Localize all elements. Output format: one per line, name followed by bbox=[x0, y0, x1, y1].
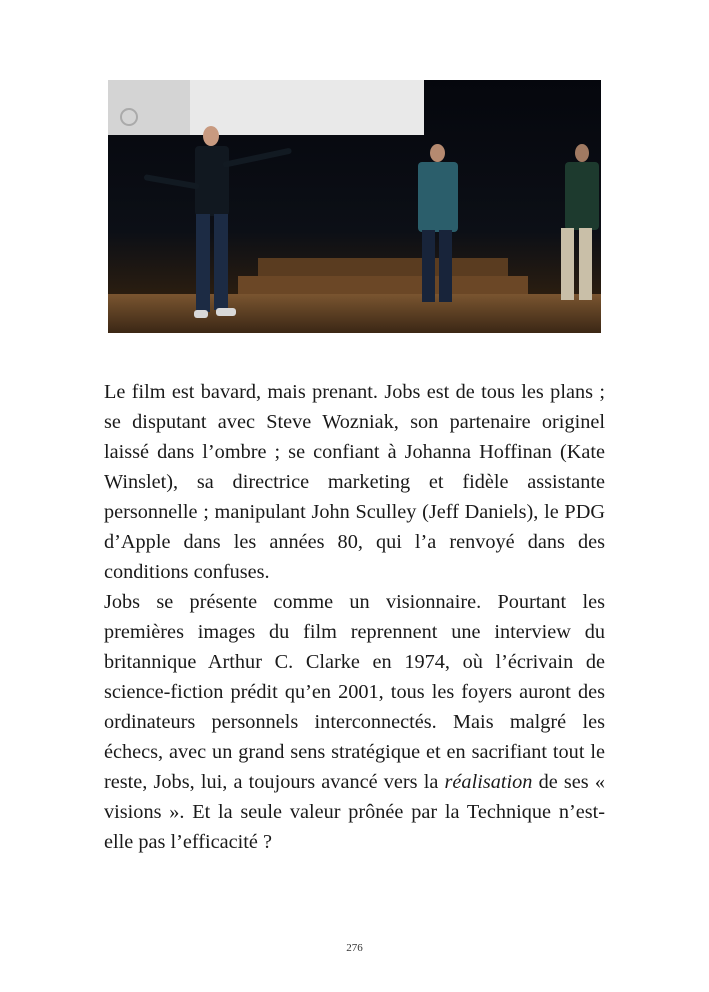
body-text bbox=[104, 377, 605, 857]
standing-man-teal-jacket bbox=[408, 140, 468, 310]
screen-knob bbox=[120, 108, 138, 126]
page-number: 276 bbox=[346, 942, 363, 954]
stage-step bbox=[238, 276, 528, 296]
stage-photo bbox=[108, 80, 601, 333]
emphasis-text: réalisation bbox=[444, 771, 533, 793]
paragraph-2: Jobs se présente comme un visionnaire. Pourtant les premières images du film reprennent une interview du britannique Arthur C. Clarke en 1974, où l’écrivain de science-fiction prédit qu’en 2001, tous les foyers auront des ordinateurs personnels interconnectés. Mais malgré les échecs, avec un grand sens stratégique et en sacrifiant tout le reste, Jobs, lui, a toujours avancé vers la réalisation de ses « visions ». Et la seule valeur prônée par la Technique n’est-elle pas l’efficacité ? bbox=[104, 591, 606, 853]
paragraph-1: Le film est bavard, mais prenant. Jobs est de tous les plans ; se disputant avec Steve Wozniak, son partenaire originel laissé dans l’ombre ; se confiant à Johanna Hoffinan (Kate Winslet), sa directrice marketing et fidèle assistante personnelle ; manipulant John Sculley (Jeff Daniels), le PDG d’Apple dans les années 80, qui l’a renvoyé dans des conditions confuses. bbox=[104, 381, 605, 583]
speaker-figure bbox=[168, 120, 278, 325]
standing-man-right bbox=[553, 142, 601, 307]
